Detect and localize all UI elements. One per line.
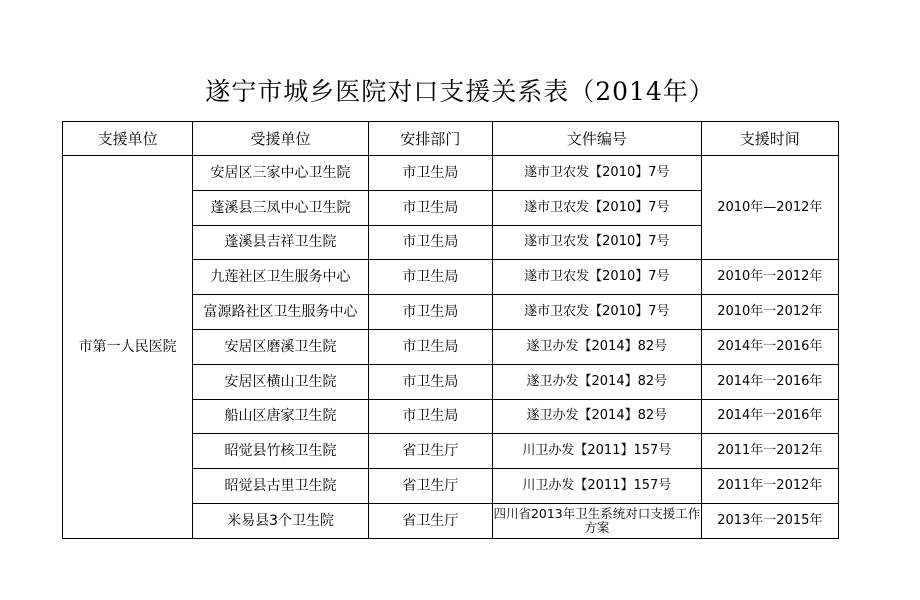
department-cell: 省卫生厅 [368, 503, 492, 538]
department-cell: 市卫生局 [368, 329, 492, 364]
department-cell: 省卫生厅 [368, 469, 492, 504]
page-title: 遂宁市城乡医院对口支援关系表（2014年） [205, 77, 715, 106]
recipient-cell: 富源路社区卫生服务中心 [193, 295, 368, 330]
recipient-cell: 蓬溪县吉祥卫生院 [193, 225, 368, 260]
document-cell: 遂卫办发【2014】82号 [493, 364, 702, 399]
department-cell: 市卫生局 [368, 225, 492, 260]
document-cell: 遂市卫农发【2010】7号 [493, 295, 702, 330]
table-header-row [63, 122, 839, 156]
header-support-unit: 支援单位 [63, 122, 193, 156]
period-cell: 2010年一2012年 [701, 295, 838, 330]
document-cell: 遂卫办发【2014】82号 [493, 329, 702, 364]
period-cell-merged: 2010年—2012年 [701, 156, 838, 260]
header-document-number: 文件编号 [493, 122, 702, 156]
recipient-cell: 九莲社区卫生服务中心 [193, 260, 368, 295]
support-relations-table [62, 121, 839, 539]
period-cell: 2013年一2015年 [701, 503, 838, 538]
support-unit-cell: 市第一人民医院 [63, 156, 193, 539]
table-row [63, 156, 839, 191]
document-cell: 遂市卫农发【2010】7号 [493, 260, 702, 295]
period-cell: 2014年一2016年 [701, 329, 838, 364]
department-cell: 市卫生局 [368, 156, 492, 191]
recipient-cell: 昭觉县竹核卫生院 [193, 434, 368, 469]
period-cell: 2010年一2012年 [701, 260, 838, 295]
recipient-cell: 安居区横山卫生院 [193, 364, 368, 399]
recipient-cell: 安居区磨溪卫生院 [193, 329, 368, 364]
period-cell: 2014年一2016年 [701, 364, 838, 399]
period-cell: 2011年一2012年 [701, 469, 838, 504]
document-cell: 遂市卫农发【2010】7号 [493, 225, 702, 260]
recipient-cell: 船山区唐家卫生院 [193, 399, 368, 434]
department-cell: 市卫生局 [368, 295, 492, 330]
document-cell: 遂卫办发【2014】82号 [493, 399, 702, 434]
document-cell: 遂市卫农发【2010】7号 [493, 190, 702, 225]
period-cell: 2011年一2012年 [701, 434, 838, 469]
recipient-cell: 安居区三家中心卫生院 [193, 156, 368, 191]
document-cell: 川卫办发【2011】157号 [493, 434, 702, 469]
header-department: 安排部门 [368, 122, 492, 156]
header-support-period: 支援时间 [701, 122, 838, 156]
document-cell: 遂市卫农发【2010】7号 [493, 156, 702, 191]
period-cell: 2014年一2016年 [701, 399, 838, 434]
header-recipient-unit: 受援单位 [193, 122, 368, 156]
department-cell: 市卫生局 [368, 399, 492, 434]
recipient-cell: 米易县3个卫生院 [193, 503, 368, 538]
department-cell: 市卫生局 [368, 364, 492, 399]
recipient-cell: 蓬溪县三凤中心卫生院 [193, 190, 368, 225]
recipient-cell: 昭觉县古里卫生院 [193, 469, 368, 504]
document-cell: 川卫办发【2011】157号 [493, 469, 702, 504]
document-cell: 四川省2013年卫生系统对口支援工作方案 [493, 503, 702, 538]
department-cell: 市卫生局 [368, 190, 492, 225]
department-cell: 市卫生局 [368, 260, 492, 295]
department-cell: 省卫生厅 [368, 434, 492, 469]
